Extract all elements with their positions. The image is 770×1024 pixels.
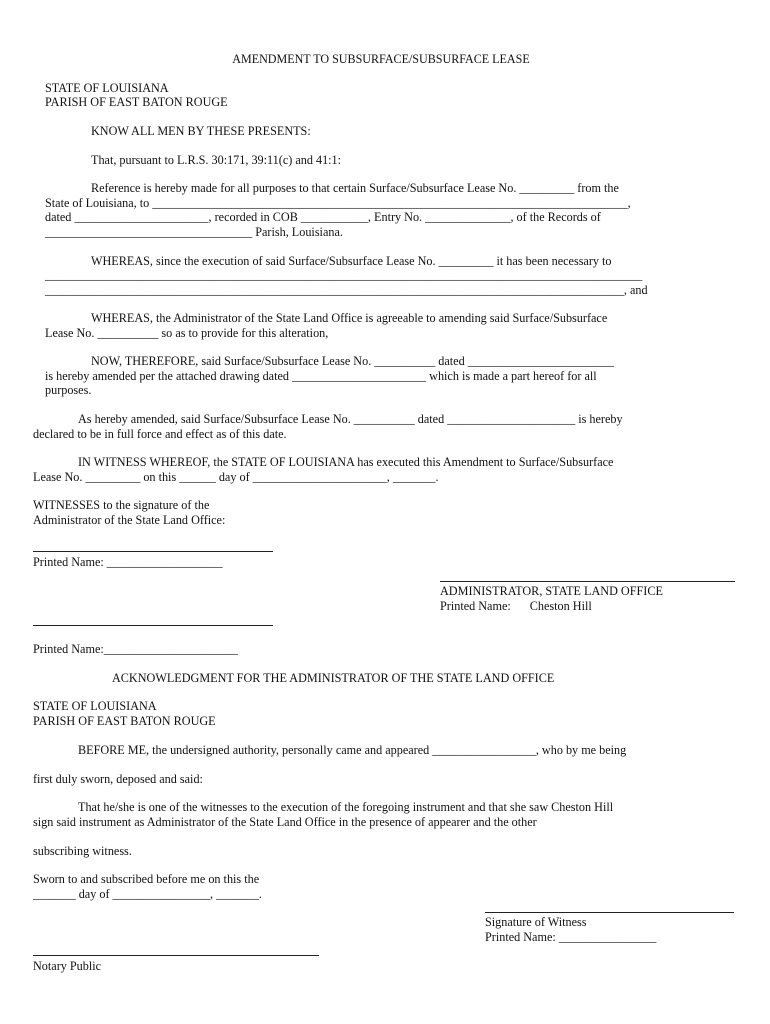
administrator-signature-line	[440, 581, 735, 582]
witnesses-line-2: Administrator of the State Land Office:	[33, 513, 226, 527]
sworn-line-2: _______ day of ________________, _______.	[33, 887, 262, 901]
witness-2-printed-name: Printed Name:______________________	[33, 642, 238, 656]
witness-1-printed-name: Printed Name: ___________________	[33, 555, 223, 569]
that-he-line-1: That he/she is one of the witnesses to the execution of the foregoing instrument and that she saw Cheston Hill	[78, 800, 614, 814]
whereas-1-line-2: __________________________________________________________________________________________________	[45, 268, 643, 282]
whereas-1-line-1: WHEREAS, since the execution of said Surface/Subsurface Lease No. _________ it has been necessary to	[91, 254, 612, 268]
notary-signature-line	[33, 955, 319, 956]
witness-2-signature-line	[33, 625, 273, 626]
administrator-printed-label: Printed Name:	[440, 599, 511, 613]
ack-state-heading: STATE OF LOUISIANA	[33, 699, 157, 713]
page-title: AMENDMENT TO SUBSURFACE/SUBSURFACE LEASE	[232, 52, 530, 66]
as-amended-line-1: As hereby amended, said Surface/Subsurface Lease No. __________ dated _____________________ is hereby	[78, 412, 623, 426]
know-all-line: KNOW ALL MEN BY THESE PRESENTS:	[91, 124, 311, 138]
witness-printed-name: Printed Name: ________________	[485, 930, 657, 944]
administrator-name: Cheston Hill	[529, 599, 592, 613]
sworn-line-1: Sworn to and subscribed before me on this the	[33, 872, 260, 886]
before-me-line-1: BEFORE ME, the undersigned authority, personally came and appeared _________________, who by me being	[78, 743, 627, 757]
reference-line-3: dated ______________________, recorded in COB ___________, Entry No. ______________, of the Records of	[45, 210, 601, 224]
reference-line-2: State of Louisiana, to ______________________________________________________________________________,	[45, 196, 631, 210]
whereas-2-line-2: Lease No. __________ so as to provide for this alteration,	[45, 326, 329, 340]
that-he-line-2: sign said instrument as Administrator of the State Land Office in the presence of appearer and the other	[33, 815, 537, 829]
acknowledgment-title: ACKNOWLEDGMENT FOR THE ADMINISTRATOR OF THE STATE LAND OFFICE	[112, 671, 555, 685]
witness-1-signature-line	[33, 551, 273, 552]
now-therefore-line-2: is hereby amended per the attached drawing dated ______________________ which is made a part hereof for all	[45, 369, 597, 383]
whereas-1-line-3: _______________________________________________________________________________________________, and	[45, 283, 648, 297]
parish-heading: PARISH OF EAST BATON ROUGE	[45, 95, 228, 109]
reference-line-4: __________________________________ Parish, Louisiana.	[45, 225, 343, 239]
reference-line-1: Reference is hereby made for all purposes to that certain Surface/Subsurface Lease No. _________ from the	[91, 181, 619, 195]
state-heading: STATE OF LOUISIANA	[45, 81, 169, 95]
administrator-printed-name	[440, 599, 592, 613]
witness-signature-line	[485, 912, 734, 913]
witnesses-line-1: WITNESSES to the signature of the	[33, 498, 210, 512]
signature-of-witness-label: Signature of Witness	[485, 915, 587, 929]
now-therefore-line-3: purposes.	[45, 383, 92, 397]
pursuant-line: That, pursuant to L.R.S. 30:171, 39:11(c) and 41:1:	[91, 153, 342, 167]
in-witness-line-2: Lease No. _________ on this ______ day of ______________________, _______.	[33, 470, 439, 484]
administrator-title: ADMINISTRATOR, STATE LAND OFFICE	[440, 584, 663, 598]
notary-public-label: Notary Public	[33, 959, 102, 973]
ack-parish-heading: PARISH OF EAST BATON ROUGE	[33, 714, 216, 728]
before-me-line-2: first duly sworn, deposed and said:	[33, 772, 203, 786]
in-witness-line-1: IN WITNESS WHEREOF, the STATE OF LOUISIANA has executed this Amendment to Surface/Subsurface	[78, 455, 614, 469]
now-therefore-line-1: NOW, THEREFORE, said Surface/Subsurface Lease No. __________ dated ________________________	[91, 354, 614, 368]
whereas-2-line-1: WHEREAS, the Administrator of the State Land Office is agreeable to amending said Surface/Subsurface	[91, 311, 608, 325]
that-he-line-3: subscribing witness.	[33, 844, 132, 858]
as-amended-line-2: declared to be in full force and effect as of this date.	[33, 427, 287, 441]
